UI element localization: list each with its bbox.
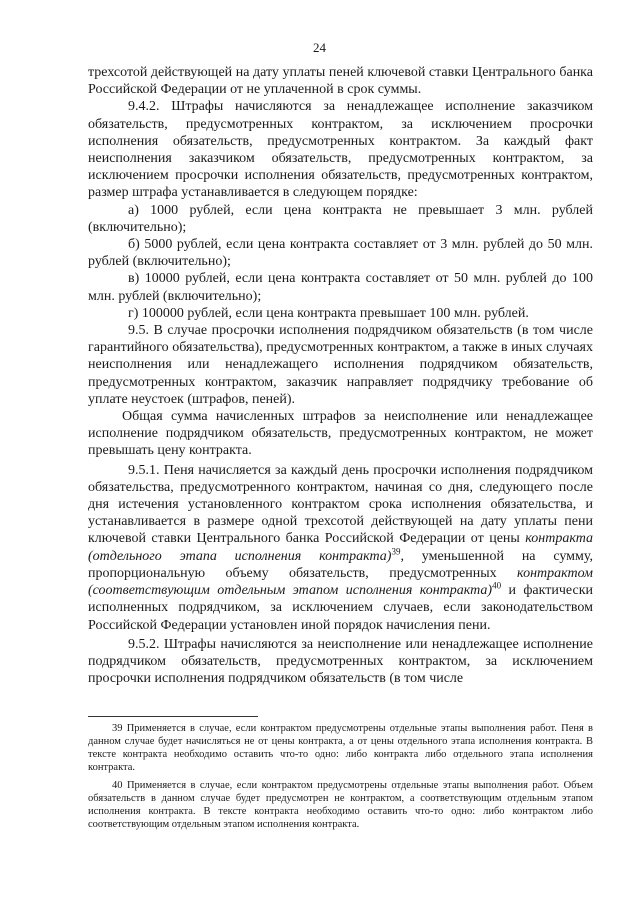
paragraph-total-fines: Общая сумма начисленных штрафов за неисполнение или ненадлежащее исполнение подрядчиком обязательств, предусмотренных контрактом, не может превышать цену контракта. bbox=[88, 409, 593, 459]
paragraph-9-5-2: 9.5.2. Штрафы начисляются за неисполнение или ненадлежащее исполнение подрядчиком обязательств, предусмотренных контрактом, за исключением просрочки исполнения подрядчиком обязательств (в том числе bbox=[88, 636, 593, 687]
footnote-divider bbox=[88, 716, 258, 717]
paragraph-9-4-2: 9.4.2. Штрафы начисляются за ненадлежащее исполнение заказчиком обязательств, предусмотренных контрактом, за исключением просрочки исполнения обязательств, предусмотренных контрактом. За каждый факт неисполнения заказчиком обязательств, предусмотренных контрактом, за исключением просрочки исполнения обязательств, предусмотренных контрактом, размер штрафа устанавливается в следующем порядке: bbox=[88, 99, 593, 201]
list-item-a: а) 1000 рублей, если цена контракта не превышает 3 млн. рублей (включительно); bbox=[88, 202, 593, 235]
footnotes bbox=[88, 722, 593, 836]
list-item-b: б) 5000 рублей, если цена контракта составляет от 3 млн. рублей до 50 млн. рублей (включительно); bbox=[88, 237, 593, 270]
body-text bbox=[88, 64, 593, 687]
footnote-39: 39 Применяется в случае, если контрактом предусмотрены отдельные этапы выполнения работ. Пеня в данном случае будет начисляться не от цены контракта, а от цены отдельного этапа исполнения контракта. В тексте контракта необходимо оставить что-то одно: либо контракта либо отдельного этапа исполнения контракта. bbox=[88, 723, 593, 773]
page-number: 24 bbox=[313, 40, 326, 55]
list-item-v: в) 10000 рублей, если цена контракта составляет от 50 млн. рублей до 100 млн. рублей (включительно); bbox=[88, 271, 593, 304]
list-item-g: г) 100000 рублей, если цена контракта превышает 100 млн. рублей. bbox=[128, 305, 529, 321]
italic-contract-stage-2: контрактом (соответствующим отдельным этапом исполнения контракта) bbox=[88, 565, 593, 599]
footnote-40: 40 Применяется в случае, если контрактом предусмотрены отдельные этапы выполнения работ. Объем обязательств в данном случае будет предусмотрен не контрактом, а соответствующим отдельным этапом исполнения контракта. В тексте контракта необходимо оставить что-то одно: либо контрактом либо соответствующим отдельным этапом исполнения контракта. bbox=[88, 780, 593, 830]
paragraph-9-5: 9.5. В случае просрочки исполнения подрядчиком обязательств (в том числе гарантийного обязательства), предусмотренных контрактом, а также в иных случаях неисполнения или ненадлежащего исполнения подрядчиком обязательств, предусмотренных контрактом, заказчик направляет подрядчику требование об уплате неустоек (штрафов, пеней). bbox=[88, 323, 593, 407]
footnote-ref-40: 40 bbox=[492, 580, 502, 591]
paragraph-9-5-1: 9.5.1. Пеня начисляется за каждый день просрочки исполнения подрядчиком обязательства, предусмотренного контрактом, начиная со дня, следующего после дня истечения установленного контрактом срока исполнения обязательства, и устанавливается в размере одной трехсотой действующей на дату уплаты пени ключевой ставки Центрального банка Российской Федерации от цены контракта (отдельного этапа исполнения контракта)$^{39}$, уменьшенной на сумму, пропорциональную объему обязательств, предусмотренных контрактом (соответствующим отдельным этапом исполнения контракта)$^{40}$ и фактически исполненных подрядчиком, за исключением случаев, если законодательством Российской Федерации установлен иной порядок начисления пени. bbox=[88, 462, 593, 633]
footnote-ref-39: 39 bbox=[391, 546, 401, 557]
paragraph-continuation: трехсотой действующей на дату уплаты пеней ключевой ставки Центрального банка Российской Федерации от не уплаченной в срок суммы. bbox=[88, 65, 593, 98]
italic-contract-stage: контракта (отдельного этапа исполнения контракта) bbox=[88, 531, 593, 564]
